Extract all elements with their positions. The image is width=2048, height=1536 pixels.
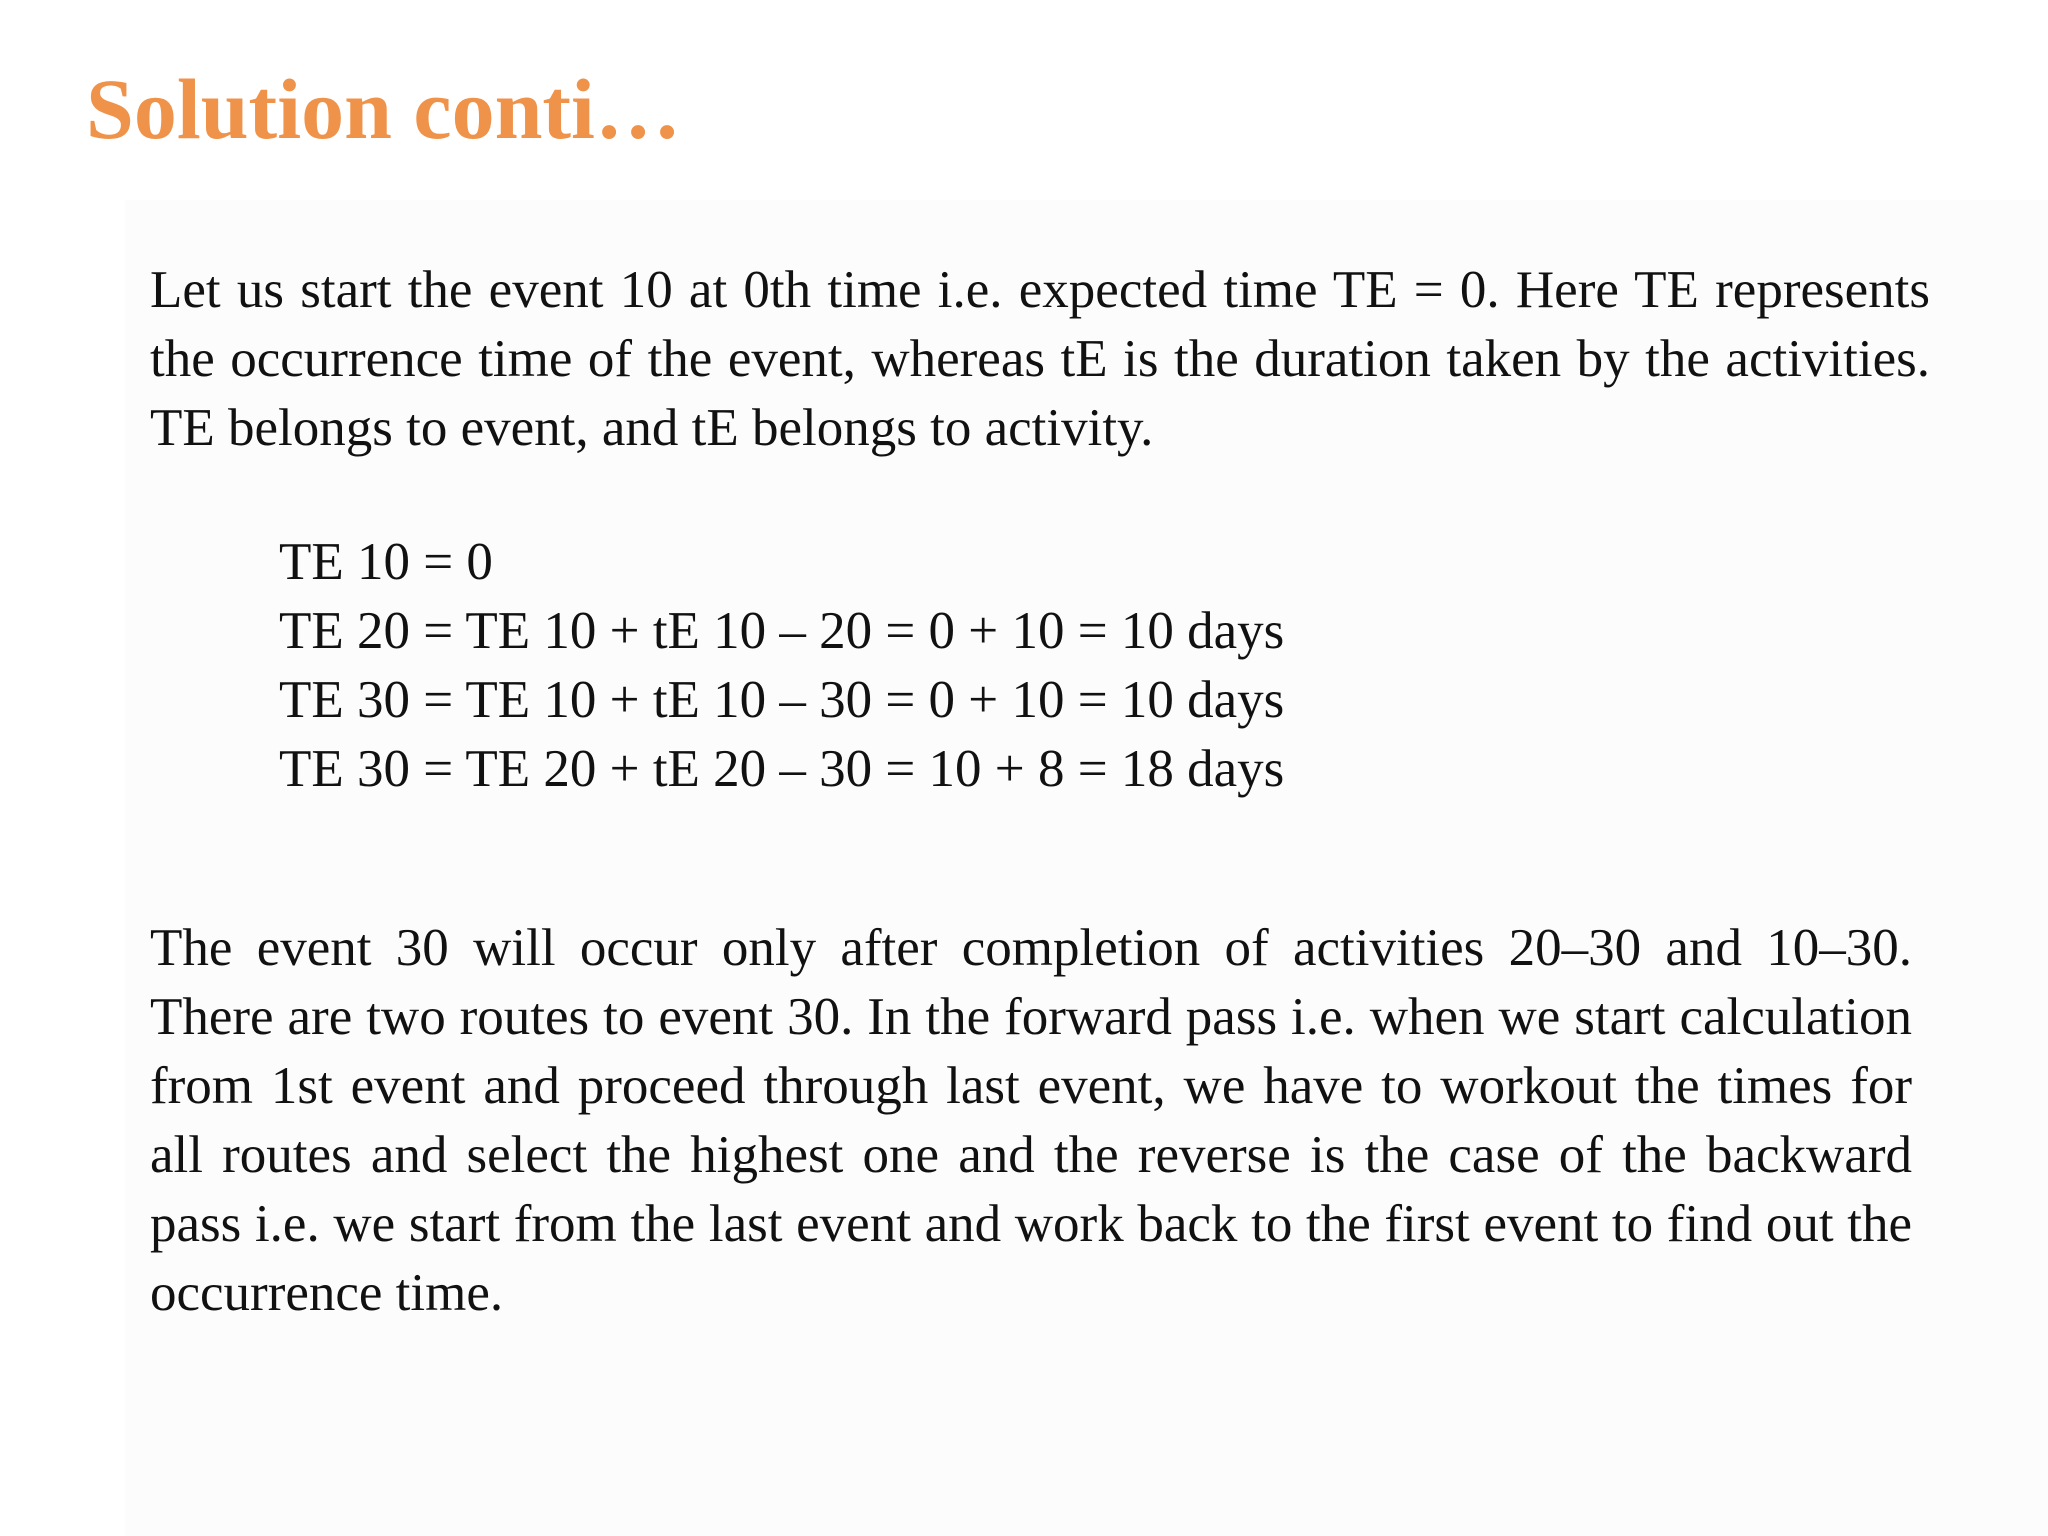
equation-list	[279, 528, 1284, 804]
equation-line: TE 10 = 0	[279, 533, 493, 591]
equation-line: TE 30 = TE 10 + tE 10 – 30 = 0 + 10 = 10 days	[279, 671, 1285, 729]
explanation-paragraph: The event 30 will occur only after completion of activities 20–30 and 10–30. There are two routes to event 30. In the forward pass i.e. when we start calculation from 1st event and proceed through last event, we have to workout the times for all routes and select the highest one and the reverse is the case of the backward pass i.e. we start from the last event and work back to the first event to find out the occurrence time.	[150, 919, 1912, 1322]
intro-paragraph: Let us start the event 10 at 0th time i.e. expected time TE = 0. Here TE represents the occurrence time of the event, whereas tE is the duration taken by the activities. TE belongs to event, and tE belongs to activity.	[150, 261, 1930, 457]
slide-title: Solution conti…	[86, 61, 681, 157]
equation-line: TE 30 = TE 20 + tE 20 – 30 = 10 + 8 = 18 days	[279, 740, 1285, 798]
equation-line: TE 20 = TE 10 + tE 10 – 20 = 0 + 10 = 10 days	[279, 602, 1285, 660]
